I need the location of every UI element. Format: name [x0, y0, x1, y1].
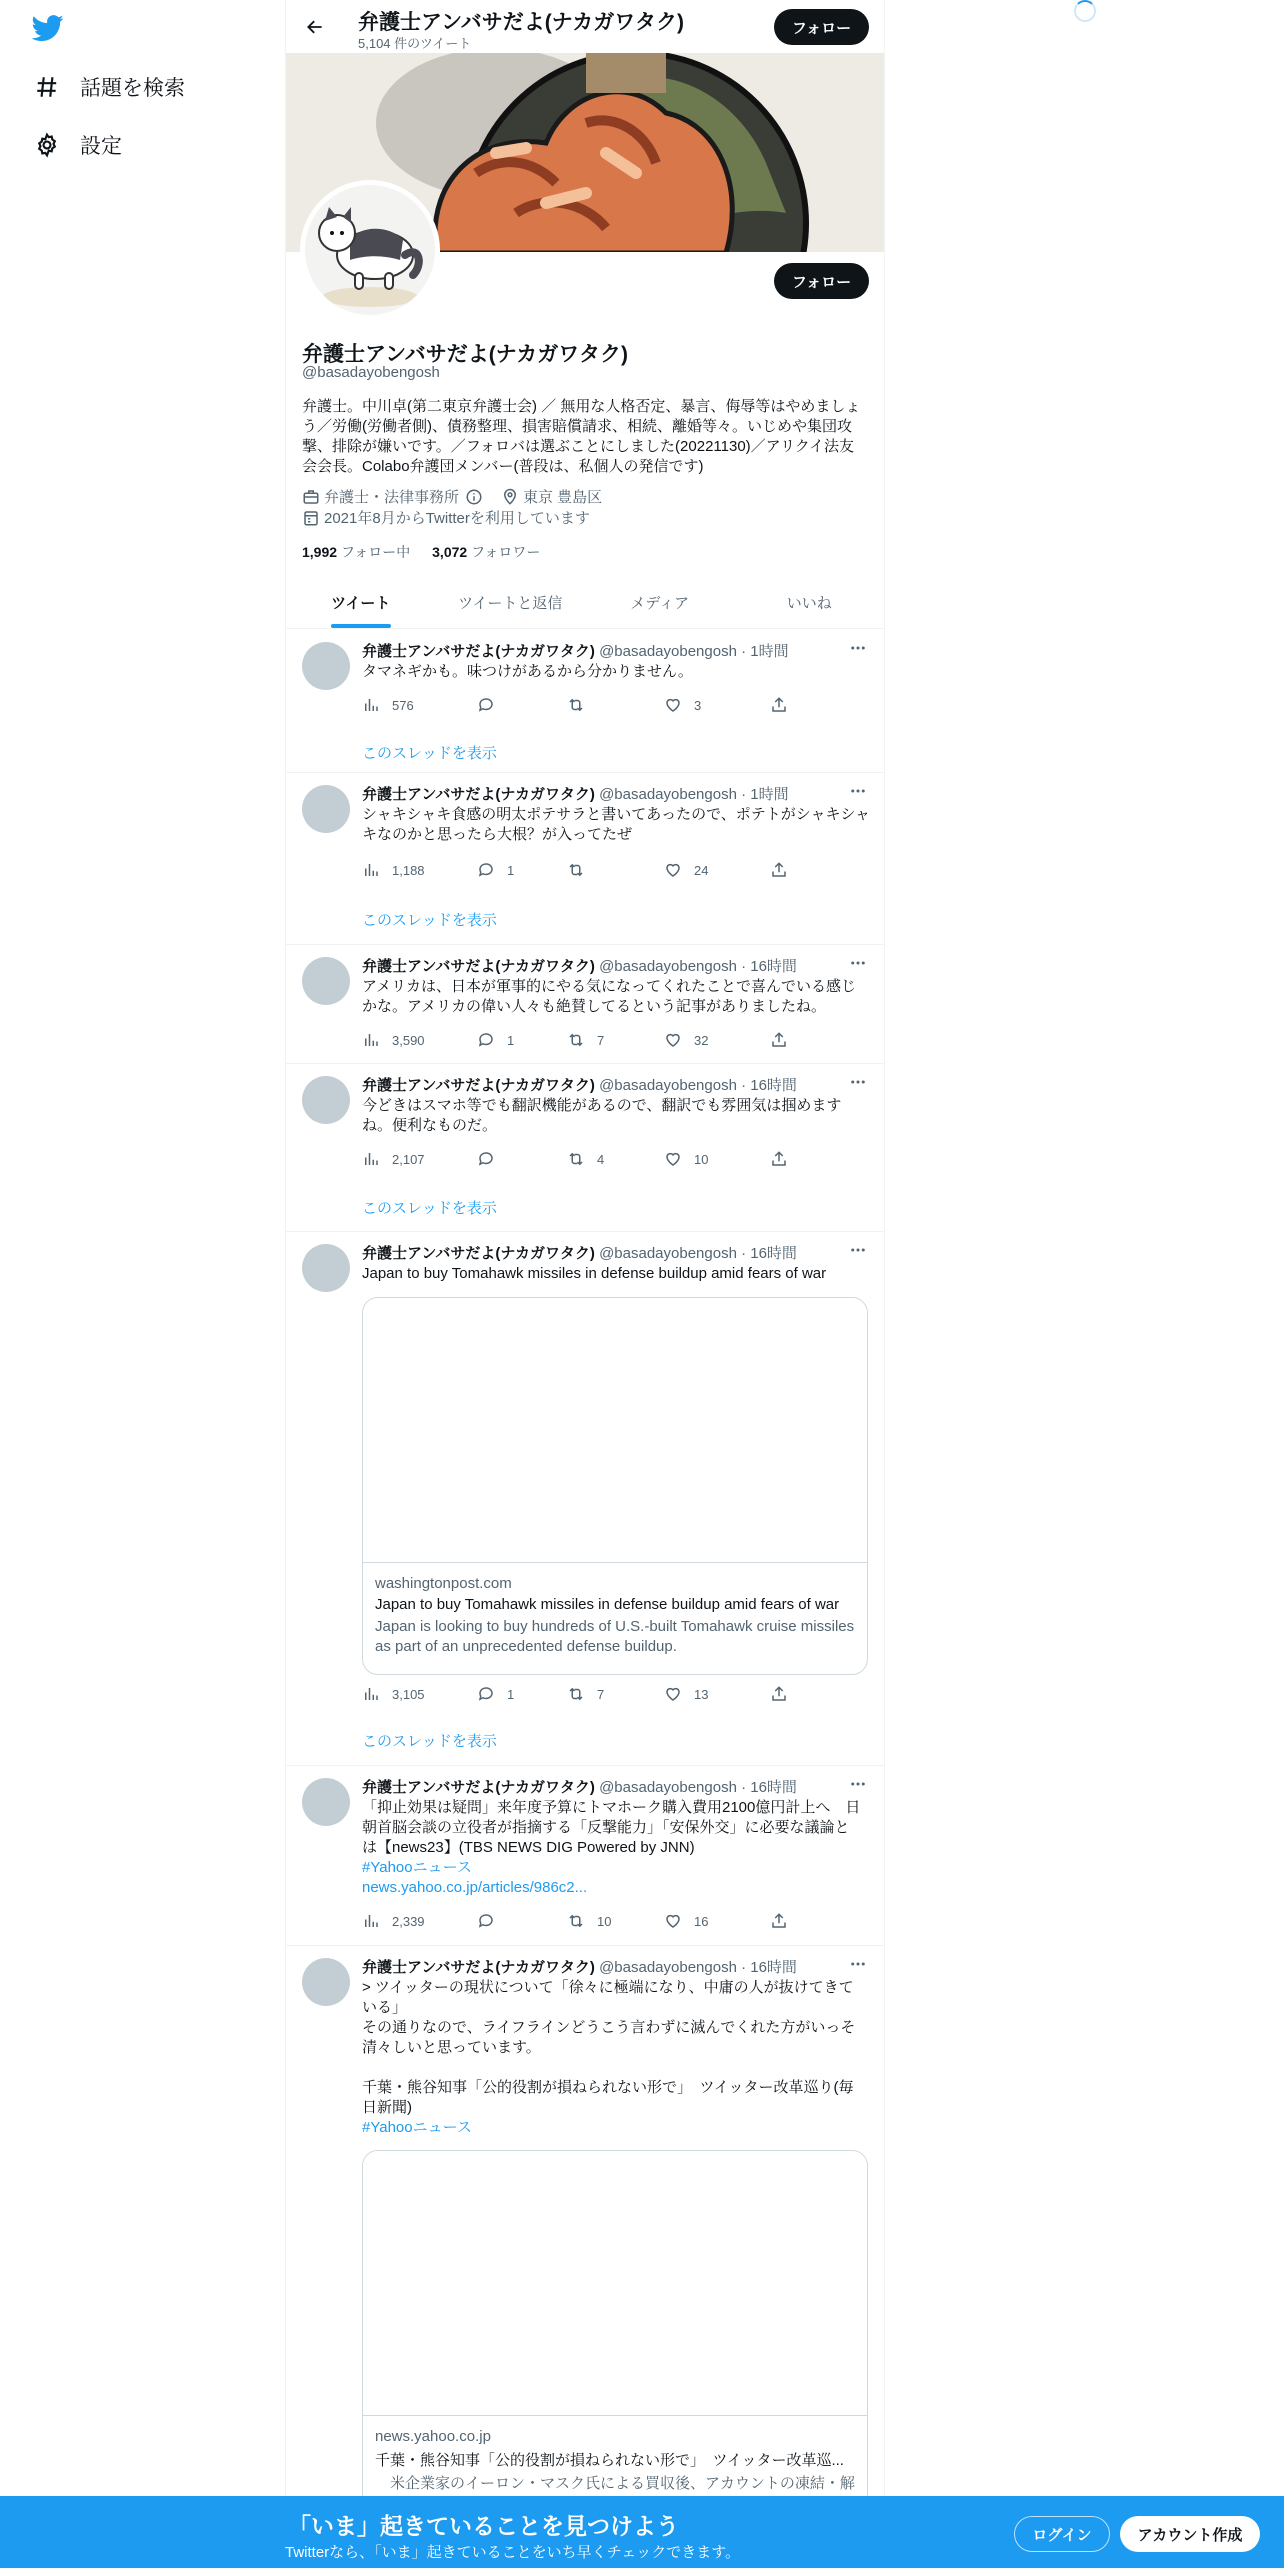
views-count: 2,107: [392, 1151, 425, 1167]
profile-tabs: [286, 576, 884, 629]
like-count: 3: [694, 697, 702, 713]
reply-button[interactable]: [477, 1150, 507, 1168]
views-button[interactable]: [362, 696, 414, 714]
tweet-avatar[interactable]: [302, 957, 350, 1005]
profile-avatar[interactable]: [300, 180, 440, 320]
profile-follow-button[interactable]: フォロー: [774, 263, 869, 299]
tweet-handle-time[interactable]: @basadayobengosh · 16時間: [599, 958, 797, 975]
profile-name: 弁護士アンバサだよ(ナカガワタク): [302, 343, 629, 366]
heart-icon: [664, 1912, 682, 1930]
back-button[interactable]: [298, 10, 332, 44]
tweet-body: 「抑止効果は疑問」来年度予算にトマホーク購入費用2100億円計上へ 日 朝首脳会談の立役者が指摘する「反撃能力」「安保外交」に必要な議論と は【news23】(TBS NEWS DIG Powered by JNN): [362, 1799, 861, 1856]
signup-banner-subtitle: Twitterなら、「いま」起きていることをいち早くチェックできます。: [285, 2544, 741, 2561]
tweet-author-name[interactable]: 弁護士アンバサだよ(ナカガワタク): [362, 1959, 595, 1976]
tab-likes[interactable]: いいね: [786, 594, 832, 612]
tweet-avatar[interactable]: [302, 1076, 350, 1124]
views-chart-icon: [362, 1031, 380, 1049]
more-options-icon[interactable]: [848, 638, 868, 658]
reply-button[interactable]: [477, 861, 514, 879]
tweet-body: > ツイッターの現状について「徐々に極端になり、中庸の人が抜けてきて いる」 その通りなので、ライフラインどうこう言わずに滅んでくれた方がいっそ 清々しいと思っています。 千葉・熊谷知事「公的役割が損ねられない形で」 ツイッター改革巡り(毎 日新聞): [362, 1979, 856, 2116]
tweet-author-name[interactable]: 弁護士アンバサだよ(ナカガワタク): [362, 958, 595, 975]
more-options-icon[interactable]: [848, 1240, 868, 1260]
calendar-icon: [302, 509, 320, 527]
tweet-author-name[interactable]: 弁護士アンバサだよ(ナカガワタク): [362, 1779, 595, 1796]
like-count: 24: [694, 862, 709, 878]
header-tweet-count: 5,104 件のツイート: [358, 36, 472, 51]
tweet-avatar[interactable]: [302, 785, 350, 833]
views-count: 3,590: [392, 1032, 425, 1048]
retweet-icon: [567, 1150, 585, 1168]
retweet-button[interactable]: [567, 1031, 604, 1049]
link-card[interactable]: [362, 1297, 868, 1675]
link-card-image: [363, 1298, 867, 1563]
tweet-header: [362, 1776, 797, 1797]
hashtag-link[interactable]: #Yahooニュース: [362, 2119, 472, 2136]
signup-banner-title: 「いま」起きていることを見つけよう: [288, 2513, 679, 2539]
reply-bubble-icon: [477, 1685, 495, 1703]
link-card-title: 千葉・熊谷知事「公的役割が損ねられない形で」 ツイッター改革巡...: [375, 2452, 844, 2469]
tweet-header: [362, 955, 797, 976]
tweet-text: [362, 1978, 872, 2138]
nav-settings-label: 設定: [80, 135, 122, 158]
like-count: 13: [694, 1686, 709, 1702]
article-link[interactable]: news.yahoo.co.jp/articles/986c2...: [362, 1879, 588, 1896]
tweet-handle-time[interactable]: @basadayobengosh · 16時間: [599, 1077, 797, 1094]
following-link[interactable]: [302, 544, 410, 560]
retweet-icon: [567, 696, 585, 714]
retweet-count: 7: [597, 1032, 605, 1048]
tweet-actions: [362, 861, 782, 881]
views-button[interactable]: [362, 861, 425, 879]
more-options-icon[interactable]: [848, 1072, 868, 1092]
link-card-image: [363, 2151, 867, 2416]
tweet-actions: [362, 1685, 782, 1705]
views-chart-icon: [362, 696, 380, 714]
reply-button[interactable]: [477, 1685, 514, 1703]
retweet-icon: [567, 1685, 585, 1703]
tweet-author-name[interactable]: 弁護士アンバサだよ(ナカガワタク): [362, 786, 595, 803]
like-button[interactable]: [664, 1031, 708, 1049]
heart-icon: [664, 861, 682, 879]
retweet-icon: [567, 1031, 585, 1049]
views-chart-icon: [362, 1912, 380, 1930]
nav-explore[interactable]: [34, 67, 185, 107]
reply-bubble-icon: [477, 1912, 495, 1930]
like-button[interactable]: [664, 861, 708, 879]
retweet-icon: [567, 861, 585, 879]
twitter-logo-icon[interactable]: [32, 12, 64, 44]
profile-bio: 弁護士。中川卓(第二東京弁護士会) ／ 無用な人格否定、暴言、侮辱等はやめましょう／労働(労働者側)、債務整理、損害賠償請求、相続、離婚等々。いじめや集団攻 撃、排除が嫌いです。／フォロバは選ぶことにしました(20221130)／アリクイ法友 会会長。Colabo弁護団メンバー(普段は、私個人の発信です): [302, 398, 861, 475]
views-count: 2,339: [392, 1913, 425, 1929]
views-count: 576: [392, 697, 414, 713]
profile-header-bar: [286, 0, 884, 53]
followers-count: 3,072: [432, 544, 468, 560]
profile-meta-row: [302, 486, 602, 507]
profile-handle: @basadayobengosh: [302, 364, 440, 381]
retweet-count: 10: [597, 1913, 612, 1929]
link-card-description: 米企業家のイーロン・マスク氏による買収後、アカウントの凍結・解: [375, 2475, 855, 2492]
avatar-cat-illustration: [305, 185, 435, 315]
reply-button[interactable]: [477, 696, 507, 714]
show-thread-link[interactable]: このスレッドを表示: [362, 1200, 497, 1217]
link-card-description: Japan is looking to buy hundreds of U.S.-built Tomahawk cruise missiles as part of an unprecedented defense buildup.: [375, 1618, 855, 1655]
header-follow-button[interactable]: フォロー: [774, 9, 869, 45]
views-button[interactable]: [362, 1150, 425, 1168]
tweet-item[interactable]: [286, 1766, 884, 1946]
tweet-avatar[interactable]: [302, 1958, 350, 2006]
share-button[interactable]: [770, 696, 788, 714]
tweet-item[interactable]: [286, 1064, 884, 1232]
retweet-icon: [567, 1912, 585, 1930]
share-button[interactable]: [770, 861, 788, 879]
tweet-avatar[interactable]: [302, 1244, 350, 1292]
link-card-domain: washingtonpost.com: [375, 1575, 512, 1592]
link-card-domain: news.yahoo.co.jp: [375, 2428, 491, 2445]
more-options-icon[interactable]: [848, 1954, 868, 1974]
more-options-icon[interactable]: [848, 1774, 868, 1794]
tweet-handle-time[interactable]: @basadayobengosh · 16時間: [599, 1245, 797, 1262]
like-button[interactable]: [664, 696, 701, 714]
show-thread-link[interactable]: このスレッドを表示: [362, 912, 497, 929]
retweet-button[interactable]: [567, 1685, 604, 1703]
tweet-text: [362, 1798, 872, 1898]
reply-count: 1: [507, 862, 515, 878]
share-button[interactable]: [770, 1031, 788, 1049]
views-chart-icon: [362, 1150, 380, 1168]
share-icon: [770, 696, 788, 714]
views-count: 3,105: [392, 1686, 425, 1702]
link-card-title: Japan to buy Tomahawk missiles in defense buildup amid fears of war: [375, 1596, 840, 1613]
profile-joined-row: [302, 507, 590, 528]
retweet-count: 7: [597, 1686, 605, 1702]
profile-location: 東京 豊島区: [523, 489, 603, 506]
follow-stats: [302, 542, 540, 562]
tweet-avatar[interactable]: [302, 642, 350, 690]
nav-explore-label: 話題を検索: [80, 77, 185, 100]
tweet-actions: [362, 696, 782, 716]
reply-bubble-icon: [477, 1150, 495, 1168]
tweet-text: タマネギかも。味つけがあるから分かりません。: [362, 663, 693, 680]
views-button[interactable]: [362, 1685, 425, 1703]
followers-label: フォロワー: [471, 544, 541, 560]
like-button[interactable]: [664, 1912, 708, 1930]
tweet-handle-time[interactable]: @basadayobengosh · 1時間: [599, 643, 789, 660]
tweet-author-name[interactable]: 弁護士アンバサだよ(ナカガワタク): [362, 1077, 595, 1094]
tweet-author-name[interactable]: 弁護士アンバサだよ(ナカガワタク): [362, 643, 595, 660]
reply-count: 1: [507, 1032, 515, 1048]
reply-button[interactable]: [477, 1031, 514, 1049]
share-button[interactable]: [770, 1685, 788, 1703]
tweet-item[interactable]: [286, 630, 884, 773]
tweet-item[interactable]: [286, 1232, 884, 1766]
retweet-count: 4: [597, 1151, 605, 1167]
views-chart-icon: [362, 861, 380, 879]
signup-banner: [0, 2496, 1284, 2568]
views-button[interactable]: [362, 1912, 425, 1930]
tweet-item[interactable]: [286, 945, 884, 1064]
loading-spinner-icon: [1074, 0, 1096, 22]
retweet-button[interactable]: [567, 696, 597, 714]
tweet-text: アメリカは、日本が軍事的にやる気になってくれたことで喜んでいる感じ かな。アメリカの偉い人々も絶賛してるという記事がありましたね。: [362, 978, 856, 1015]
views-button[interactable]: [362, 1031, 425, 1049]
tweet-header: [362, 783, 789, 804]
like-count: 16: [694, 1913, 709, 1929]
retweet-button[interactable]: [567, 1912, 611, 1930]
show-thread-link[interactable]: このスレッドを表示: [362, 1733, 497, 1750]
hashtag-icon: [34, 74, 60, 100]
share-icon: [770, 1150, 788, 1168]
share-icon: [770, 1685, 788, 1703]
location-pin-icon: [501, 488, 519, 506]
heart-icon: [664, 1150, 682, 1168]
tweet-actions: [362, 1150, 782, 1170]
tweet-header: [362, 1956, 797, 1977]
views-count: 1,188: [392, 862, 425, 878]
tweet-item[interactable]: [286, 773, 884, 945]
main-column: [285, 0, 885, 2568]
reply-button[interactable]: [477, 1912, 507, 1930]
reply-bubble-icon: [477, 1031, 495, 1049]
tweet-handle-time[interactable]: @basadayobengosh · 16時間: [599, 1779, 797, 1796]
more-options-icon[interactable]: [848, 781, 868, 801]
tweet-text: 今どきはスマホ等でも翻訳機能があるので、翻訳でも雰囲気は掴めます ね。便利なものだ。: [362, 1097, 842, 1134]
profile-joined: 2021年8月からTwitterを利用しています: [324, 510, 590, 527]
heart-icon: [664, 696, 682, 714]
retweet-button[interactable]: [567, 861, 597, 879]
tweet-header: [362, 640, 789, 661]
tweet-item[interactable]: [286, 1946, 884, 2568]
share-button[interactable]: [770, 1912, 788, 1930]
signup-button[interactable]: アカウント作成: [1120, 2516, 1260, 2552]
tab-tweets-and-replies[interactable]: ツイートと返信: [458, 594, 563, 612]
tab-tweets[interactable]: ツイート: [286, 576, 436, 628]
tweet-actions: [362, 1031, 782, 1051]
more-options-icon[interactable]: [848, 953, 868, 973]
share-icon: [770, 1031, 788, 1049]
heart-icon: [664, 1685, 682, 1703]
reply-bubble-icon: [477, 696, 495, 714]
left-nav: [0, 0, 285, 2568]
like-button[interactable]: [664, 1685, 708, 1703]
like-count: 10: [694, 1151, 709, 1167]
tweet-author-name[interactable]: 弁護士アンバサだよ(ナカガワタク): [362, 1245, 595, 1262]
arrow-left-icon: [305, 17, 325, 37]
tweet-header: [362, 1242, 797, 1263]
profile-category: 弁護士・法律事務所: [324, 489, 460, 506]
show-thread-link[interactable]: このスレッドを表示: [362, 745, 497, 762]
share-icon: [770, 861, 788, 879]
login-button[interactable]: ログイン: [1014, 2516, 1110, 2552]
views-chart-icon: [362, 1685, 380, 1703]
tweet-handle-time[interactable]: @basadayobengosh · 16時間: [599, 1959, 797, 1976]
following-label: フォロー中: [340, 544, 411, 560]
like-count: 32: [694, 1032, 709, 1048]
briefcase-icon: [302, 488, 320, 506]
tweet-handle-time[interactable]: @basadayobengosh · 1時間: [599, 786, 789, 803]
nav-settings[interactable]: [34, 125, 122, 165]
tweet-actions: [362, 1912, 782, 1932]
tab-media[interactable]: メディア: [630, 594, 690, 612]
tweet-text: シャキシャキ食感の明太ポテサラと書いてあったので、ポテトがシャキシャ キなのかと思ったら大根？が入ってたぜ: [362, 806, 871, 843]
retweet-button[interactable]: [567, 1150, 604, 1168]
hashtag-link[interactable]: #Yahooニュース: [362, 1859, 472, 1876]
like-button[interactable]: [664, 1150, 708, 1168]
following-count: 1,992: [302, 544, 338, 560]
info-icon[interactable]: [465, 488, 483, 506]
tweet-avatar[interactable]: [302, 1778, 350, 1826]
header-name: 弁護士アンバサだよ(ナカガワタク): [358, 11, 685, 34]
reply-bubble-icon: [477, 861, 495, 879]
reply-count: 1: [507, 1686, 515, 1702]
share-icon: [770, 1912, 788, 1930]
share-button[interactable]: [770, 1150, 788, 1168]
tweet-header: [362, 1074, 797, 1095]
gear-icon: [34, 132, 60, 158]
tweet-text: Japan to buy Tomahawk missiles in defense buildup amid fears of war: [362, 1265, 827, 1282]
followers-link[interactable]: [432, 544, 540, 560]
heart-icon: [664, 1031, 682, 1049]
